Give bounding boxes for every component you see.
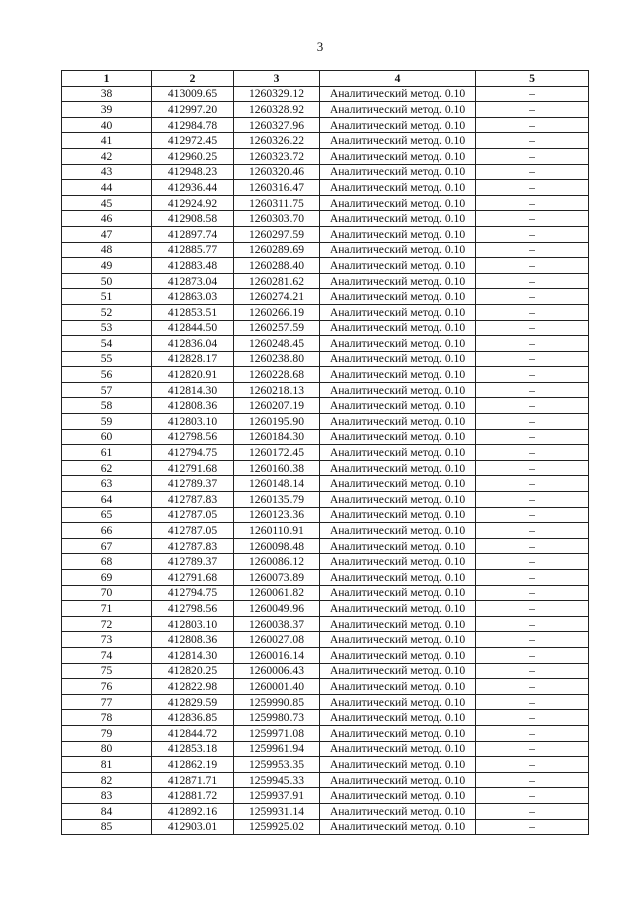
table-row (62, 460, 589, 476)
y-coordinate-cell: 1260218.13 (234, 382, 320, 398)
point-number-cell: 76 (62, 679, 152, 695)
column-header-5: 5 (476, 71, 589, 87)
table-row (62, 351, 589, 367)
method-accuracy-cell: Аналитический метод. 0.10 (320, 164, 476, 180)
y-coordinate-cell: 1260110.91 (234, 523, 320, 539)
method-accuracy-cell: Аналитический метод. 0.10 (320, 414, 476, 430)
method-accuracy-cell: Аналитический метод. 0.10 (320, 242, 476, 258)
method-accuracy-cell: Аналитический метод. 0.10 (320, 570, 476, 586)
x-coordinate-cell: 412789.37 (152, 476, 234, 492)
y-coordinate-cell: 1260326.22 (234, 133, 320, 149)
point-number-cell: 57 (62, 382, 152, 398)
note-cell: – (476, 273, 589, 289)
column-header-1: 1 (62, 71, 152, 87)
table-row (62, 320, 589, 336)
note-cell: – (476, 757, 589, 773)
point-number-cell: 44 (62, 180, 152, 196)
y-coordinate-cell: 1259937.91 (234, 788, 320, 804)
point-number-cell: 72 (62, 616, 152, 632)
method-accuracy-cell: Аналитический метод. 0.10 (320, 585, 476, 601)
table-row (62, 694, 589, 710)
x-coordinate-cell: 412948.23 (152, 164, 234, 180)
note-cell: – (476, 741, 589, 757)
note-cell: – (476, 725, 589, 741)
note-cell: – (476, 679, 589, 695)
table-row (62, 632, 589, 648)
note-cell: – (476, 351, 589, 367)
point-number-cell: 78 (62, 710, 152, 726)
point-number-cell: 54 (62, 336, 152, 352)
y-coordinate-cell: 1260038.37 (234, 616, 320, 632)
x-coordinate-cell: 412803.10 (152, 616, 234, 632)
method-accuracy-cell: Аналитический метод. 0.10 (320, 133, 476, 149)
method-accuracy-cell: Аналитический метод. 0.10 (320, 304, 476, 320)
point-number-cell: 56 (62, 367, 152, 383)
x-coordinate-cell: 412908.58 (152, 211, 234, 227)
table-header-row (62, 71, 589, 87)
table-row (62, 273, 589, 289)
table-row (62, 180, 589, 196)
y-coordinate-cell: 1259931.14 (234, 803, 320, 819)
point-number-cell: 61 (62, 445, 152, 461)
y-coordinate-cell: 1260281.62 (234, 273, 320, 289)
table-row (62, 725, 589, 741)
note-cell: – (476, 117, 589, 133)
point-number-cell: 83 (62, 788, 152, 804)
y-coordinate-cell: 1259953.35 (234, 757, 320, 773)
y-coordinate-cell: 1260001.40 (234, 679, 320, 695)
point-number-cell: 58 (62, 398, 152, 414)
y-coordinate-cell: 1260328.92 (234, 102, 320, 118)
x-coordinate-cell: 412885.77 (152, 242, 234, 258)
method-accuracy-cell: Аналитический метод. 0.10 (320, 632, 476, 648)
y-coordinate-cell: 1260049.96 (234, 601, 320, 617)
x-coordinate-cell: 412828.17 (152, 351, 234, 367)
table-row (62, 226, 589, 242)
note-cell: – (476, 507, 589, 523)
point-number-cell: 48 (62, 242, 152, 258)
x-coordinate-cell: 412984.78 (152, 117, 234, 133)
method-accuracy-cell: Аналитический метод. 0.10 (320, 803, 476, 819)
note-cell: – (476, 601, 589, 617)
point-number-cell: 46 (62, 211, 152, 227)
method-accuracy-cell: Аналитический метод. 0.10 (320, 86, 476, 102)
table-row (62, 647, 589, 663)
note-cell: – (476, 710, 589, 726)
x-coordinate-cell: 412972.45 (152, 133, 234, 149)
x-coordinate-cell: 412808.36 (152, 398, 234, 414)
note-cell: – (476, 133, 589, 149)
note-cell: – (476, 492, 589, 508)
x-coordinate-cell: 412798.56 (152, 601, 234, 617)
method-accuracy-cell: Аналитический метод. 0.10 (320, 492, 476, 508)
method-accuracy-cell: Аналитический метод. 0.10 (320, 663, 476, 679)
table-row (62, 616, 589, 632)
y-coordinate-cell: 1259990.85 (234, 694, 320, 710)
point-number-cell: 77 (62, 694, 152, 710)
point-number-cell: 40 (62, 117, 152, 133)
y-coordinate-cell: 1260297.59 (234, 226, 320, 242)
x-coordinate-cell: 412836.85 (152, 710, 234, 726)
x-coordinate-cell: 412814.30 (152, 382, 234, 398)
method-accuracy-cell: Аналитический метод. 0.10 (320, 180, 476, 196)
y-coordinate-cell: 1260311.75 (234, 195, 320, 211)
x-coordinate-cell: 412820.91 (152, 367, 234, 383)
y-coordinate-cell: 1260027.08 (234, 632, 320, 648)
table-row (62, 258, 589, 274)
note-cell: – (476, 180, 589, 196)
y-coordinate-cell: 1259961.94 (234, 741, 320, 757)
x-coordinate-cell: 412808.36 (152, 632, 234, 648)
point-number-cell: 42 (62, 148, 152, 164)
note-cell: – (476, 476, 589, 492)
table-row (62, 788, 589, 804)
point-number-cell: 80 (62, 741, 152, 757)
y-coordinate-cell: 1260135.79 (234, 492, 320, 508)
note-cell: – (476, 694, 589, 710)
method-accuracy-cell: Аналитический метод. 0.10 (320, 554, 476, 570)
x-coordinate-cell: 412787.83 (152, 492, 234, 508)
point-number-cell: 68 (62, 554, 152, 570)
y-coordinate-cell: 1260327.96 (234, 117, 320, 133)
note-cell: – (476, 367, 589, 383)
point-number-cell: 82 (62, 772, 152, 788)
method-accuracy-cell: Аналитический метод. 0.10 (320, 741, 476, 757)
point-number-cell: 43 (62, 164, 152, 180)
x-coordinate-cell: 412863.03 (152, 289, 234, 305)
y-coordinate-cell: 1259925.02 (234, 819, 320, 835)
method-accuracy-cell: Аналитический метод. 0.10 (320, 367, 476, 383)
x-coordinate-cell: 412936.44 (152, 180, 234, 196)
point-number-cell: 53 (62, 320, 152, 336)
x-coordinate-cell: 412997.20 (152, 102, 234, 118)
y-coordinate-cell: 1260228.68 (234, 367, 320, 383)
note-cell: – (476, 398, 589, 414)
point-number-cell: 67 (62, 538, 152, 554)
x-coordinate-cell: 412844.72 (152, 725, 234, 741)
x-coordinate-cell: 412829.59 (152, 694, 234, 710)
table-row (62, 133, 589, 149)
y-coordinate-cell: 1260289.69 (234, 242, 320, 258)
method-accuracy-cell: Аналитический метод. 0.10 (320, 616, 476, 632)
y-coordinate-cell: 1260184.30 (234, 429, 320, 445)
x-coordinate-cell: 412814.30 (152, 647, 234, 663)
point-number-cell: 65 (62, 507, 152, 523)
coordinates-table (61, 70, 589, 835)
table-row (62, 538, 589, 554)
y-coordinate-cell: 1260329.12 (234, 86, 320, 102)
table-row (62, 803, 589, 819)
y-coordinate-cell: 1260320.46 (234, 164, 320, 180)
x-coordinate-cell: 412820.25 (152, 663, 234, 679)
table-row (62, 211, 589, 227)
x-coordinate-cell: 412853.51 (152, 304, 234, 320)
table-row (62, 679, 589, 695)
y-coordinate-cell: 1259980.73 (234, 710, 320, 726)
method-accuracy-cell: Аналитический метод. 0.10 (320, 273, 476, 289)
method-accuracy-cell: Аналитический метод. 0.10 (320, 351, 476, 367)
method-accuracy-cell: Аналитический метод. 0.10 (320, 538, 476, 554)
point-number-cell: 73 (62, 632, 152, 648)
point-number-cell: 52 (62, 304, 152, 320)
note-cell: – (476, 289, 589, 305)
table-body (62, 86, 589, 835)
x-coordinate-cell: 412803.10 (152, 414, 234, 430)
page-number: 3 (316, 39, 324, 54)
method-accuracy-cell: Аналитический метод. 0.10 (320, 523, 476, 539)
table-row (62, 476, 589, 492)
table-row (62, 86, 589, 102)
table-row (62, 601, 589, 617)
y-coordinate-cell: 1260207.19 (234, 398, 320, 414)
table-row (62, 117, 589, 133)
method-accuracy-cell: Аналитический метод. 0.10 (320, 507, 476, 523)
table-row (62, 585, 589, 601)
y-coordinate-cell: 1260288.40 (234, 258, 320, 274)
method-accuracy-cell: Аналитический метод. 0.10 (320, 694, 476, 710)
point-number-cell: 69 (62, 570, 152, 586)
method-accuracy-cell: Аналитический метод. 0.10 (320, 476, 476, 492)
x-coordinate-cell: 412822.98 (152, 679, 234, 695)
table-row (62, 382, 589, 398)
x-coordinate-cell: 412787.83 (152, 538, 234, 554)
table-row (62, 304, 589, 320)
note-cell: – (476, 242, 589, 258)
point-number-cell: 55 (62, 351, 152, 367)
point-number-cell: 84 (62, 803, 152, 819)
method-accuracy-cell: Аналитический метод. 0.10 (320, 336, 476, 352)
note-cell: – (476, 788, 589, 804)
y-coordinate-cell: 1260006.43 (234, 663, 320, 679)
column-header-4: 4 (320, 71, 476, 87)
method-accuracy-cell: Аналитический метод. 0.10 (320, 601, 476, 617)
y-coordinate-cell: 1260160.38 (234, 460, 320, 476)
y-coordinate-cell: 1260061.82 (234, 585, 320, 601)
note-cell: – (476, 86, 589, 102)
method-accuracy-cell: Аналитический метод. 0.10 (320, 289, 476, 305)
note-cell: – (476, 523, 589, 539)
note-cell: – (476, 819, 589, 835)
method-accuracy-cell: Аналитический метод. 0.10 (320, 647, 476, 663)
method-accuracy-cell: Аналитический метод. 0.10 (320, 772, 476, 788)
x-coordinate-cell: 412883.48 (152, 258, 234, 274)
method-accuracy-cell: Аналитический метод. 0.10 (320, 211, 476, 227)
method-accuracy-cell: Аналитический метод. 0.10 (320, 102, 476, 118)
note-cell: – (476, 304, 589, 320)
point-number-cell: 45 (62, 195, 152, 211)
x-coordinate-cell: 412897.74 (152, 226, 234, 242)
note-cell: – (476, 320, 589, 336)
x-coordinate-cell: 413009.65 (152, 86, 234, 102)
table-row (62, 492, 589, 508)
table-row (62, 663, 589, 679)
note-cell: – (476, 258, 589, 274)
note-cell: – (476, 226, 589, 242)
y-coordinate-cell: 1260238.80 (234, 351, 320, 367)
x-coordinate-cell: 412844.50 (152, 320, 234, 336)
x-coordinate-cell: 412881.72 (152, 788, 234, 804)
x-coordinate-cell: 412791.68 (152, 570, 234, 586)
x-coordinate-cell: 412853.18 (152, 741, 234, 757)
point-number-cell: 59 (62, 414, 152, 430)
y-coordinate-cell: 1259971.08 (234, 725, 320, 741)
column-header-3: 3 (234, 71, 320, 87)
table-row (62, 710, 589, 726)
method-accuracy-cell: Аналитический метод. 0.10 (320, 382, 476, 398)
x-coordinate-cell: 412862.19 (152, 757, 234, 773)
note-cell: – (476, 616, 589, 632)
point-number-cell: 47 (62, 226, 152, 242)
table-row (62, 414, 589, 430)
note-cell: – (476, 647, 589, 663)
y-coordinate-cell: 1260172.45 (234, 445, 320, 461)
table-row (62, 757, 589, 773)
point-number-cell: 63 (62, 476, 152, 492)
y-coordinate-cell: 1260123.36 (234, 507, 320, 523)
note-cell: – (476, 632, 589, 648)
point-number-cell: 81 (62, 757, 152, 773)
note-cell: – (476, 538, 589, 554)
table-row (62, 242, 589, 258)
note-cell: – (476, 211, 589, 227)
table-row (62, 507, 589, 523)
y-coordinate-cell: 1260266.19 (234, 304, 320, 320)
note-cell: – (476, 803, 589, 819)
note-cell: – (476, 195, 589, 211)
note-cell: – (476, 554, 589, 570)
x-coordinate-cell: 412798.56 (152, 429, 234, 445)
point-number-cell: 66 (62, 523, 152, 539)
method-accuracy-cell: Аналитический метод. 0.10 (320, 757, 476, 773)
note-cell: – (476, 772, 589, 788)
note-cell: – (476, 585, 589, 601)
point-number-cell: 60 (62, 429, 152, 445)
note-cell: – (476, 164, 589, 180)
y-coordinate-cell: 1259945.33 (234, 772, 320, 788)
method-accuracy-cell: Аналитический метод. 0.10 (320, 460, 476, 476)
y-coordinate-cell: 1260073.89 (234, 570, 320, 586)
method-accuracy-cell: Аналитический метод. 0.10 (320, 117, 476, 133)
y-coordinate-cell: 1260148.14 (234, 476, 320, 492)
x-coordinate-cell: 412787.05 (152, 507, 234, 523)
x-coordinate-cell: 412892.16 (152, 803, 234, 819)
table-row (62, 445, 589, 461)
y-coordinate-cell: 1260316.47 (234, 180, 320, 196)
method-accuracy-cell: Аналитический метод. 0.10 (320, 195, 476, 211)
point-number-cell: 75 (62, 663, 152, 679)
x-coordinate-cell: 412836.04 (152, 336, 234, 352)
table-row (62, 772, 589, 788)
x-coordinate-cell: 412789.37 (152, 554, 234, 570)
y-coordinate-cell: 1260098.48 (234, 538, 320, 554)
point-number-cell: 51 (62, 289, 152, 305)
y-coordinate-cell: 1260016.14 (234, 647, 320, 663)
x-coordinate-cell: 412873.04 (152, 273, 234, 289)
y-coordinate-cell: 1260248.45 (234, 336, 320, 352)
note-cell: – (476, 102, 589, 118)
table-row (62, 570, 589, 586)
method-accuracy-cell: Аналитический метод. 0.10 (320, 788, 476, 804)
method-accuracy-cell: Аналитический метод. 0.10 (320, 725, 476, 741)
y-coordinate-cell: 1260086.12 (234, 554, 320, 570)
point-number-cell: 64 (62, 492, 152, 508)
method-accuracy-cell: Аналитический метод. 0.10 (320, 258, 476, 274)
table-row (62, 336, 589, 352)
point-number-cell: 74 (62, 647, 152, 663)
x-coordinate-cell: 412791.68 (152, 460, 234, 476)
note-cell: – (476, 382, 589, 398)
method-accuracy-cell: Аналитический метод. 0.10 (320, 320, 476, 336)
table-row (62, 819, 589, 835)
y-coordinate-cell: 1260257.59 (234, 320, 320, 336)
x-coordinate-cell: 412924.92 (152, 195, 234, 211)
table-row (62, 429, 589, 445)
table-row (62, 164, 589, 180)
method-accuracy-cell: Аналитический метод. 0.10 (320, 445, 476, 461)
y-coordinate-cell: 1260274.21 (234, 289, 320, 305)
x-coordinate-cell: 412794.75 (152, 445, 234, 461)
table-row (62, 398, 589, 414)
note-cell: – (476, 460, 589, 476)
note-cell: – (476, 570, 589, 586)
note-cell: – (476, 445, 589, 461)
table-row (62, 523, 589, 539)
table-row (62, 102, 589, 118)
note-cell: – (476, 663, 589, 679)
method-accuracy-cell: Аналитический метод. 0.10 (320, 819, 476, 835)
method-accuracy-cell: Аналитический метод. 0.10 (320, 148, 476, 164)
point-number-cell: 39 (62, 102, 152, 118)
table-row (62, 741, 589, 757)
table-row (62, 367, 589, 383)
method-accuracy-cell: Аналитический метод. 0.10 (320, 398, 476, 414)
method-accuracy-cell: Аналитический метод. 0.10 (320, 226, 476, 242)
note-cell: – (476, 429, 589, 445)
point-number-cell: 85 (62, 819, 152, 835)
x-coordinate-cell: 412787.05 (152, 523, 234, 539)
point-number-cell: 62 (62, 460, 152, 476)
x-coordinate-cell: 412960.25 (152, 148, 234, 164)
point-number-cell: 71 (62, 601, 152, 617)
table-row (62, 195, 589, 211)
point-number-cell: 50 (62, 273, 152, 289)
x-coordinate-cell: 412903.01 (152, 819, 234, 835)
method-accuracy-cell: Аналитический метод. 0.10 (320, 429, 476, 445)
note-cell: – (476, 148, 589, 164)
x-coordinate-cell: 412794.75 (152, 585, 234, 601)
point-number-cell: 70 (62, 585, 152, 601)
table-row (62, 148, 589, 164)
y-coordinate-cell: 1260195.90 (234, 414, 320, 430)
method-accuracy-cell: Аналитический метод. 0.10 (320, 710, 476, 726)
point-number-cell: 41 (62, 133, 152, 149)
y-coordinate-cell: 1260303.70 (234, 211, 320, 227)
table-row (62, 554, 589, 570)
point-number-cell: 49 (62, 258, 152, 274)
x-coordinate-cell: 412871.71 (152, 772, 234, 788)
y-coordinate-cell: 1260323.72 (234, 148, 320, 164)
note-cell: – (476, 336, 589, 352)
table-row (62, 289, 589, 305)
note-cell: – (476, 414, 589, 430)
point-number-cell: 38 (62, 86, 152, 102)
point-number-cell: 79 (62, 725, 152, 741)
column-header-2: 2 (152, 71, 234, 87)
method-accuracy-cell: Аналитический метод. 0.10 (320, 679, 476, 695)
